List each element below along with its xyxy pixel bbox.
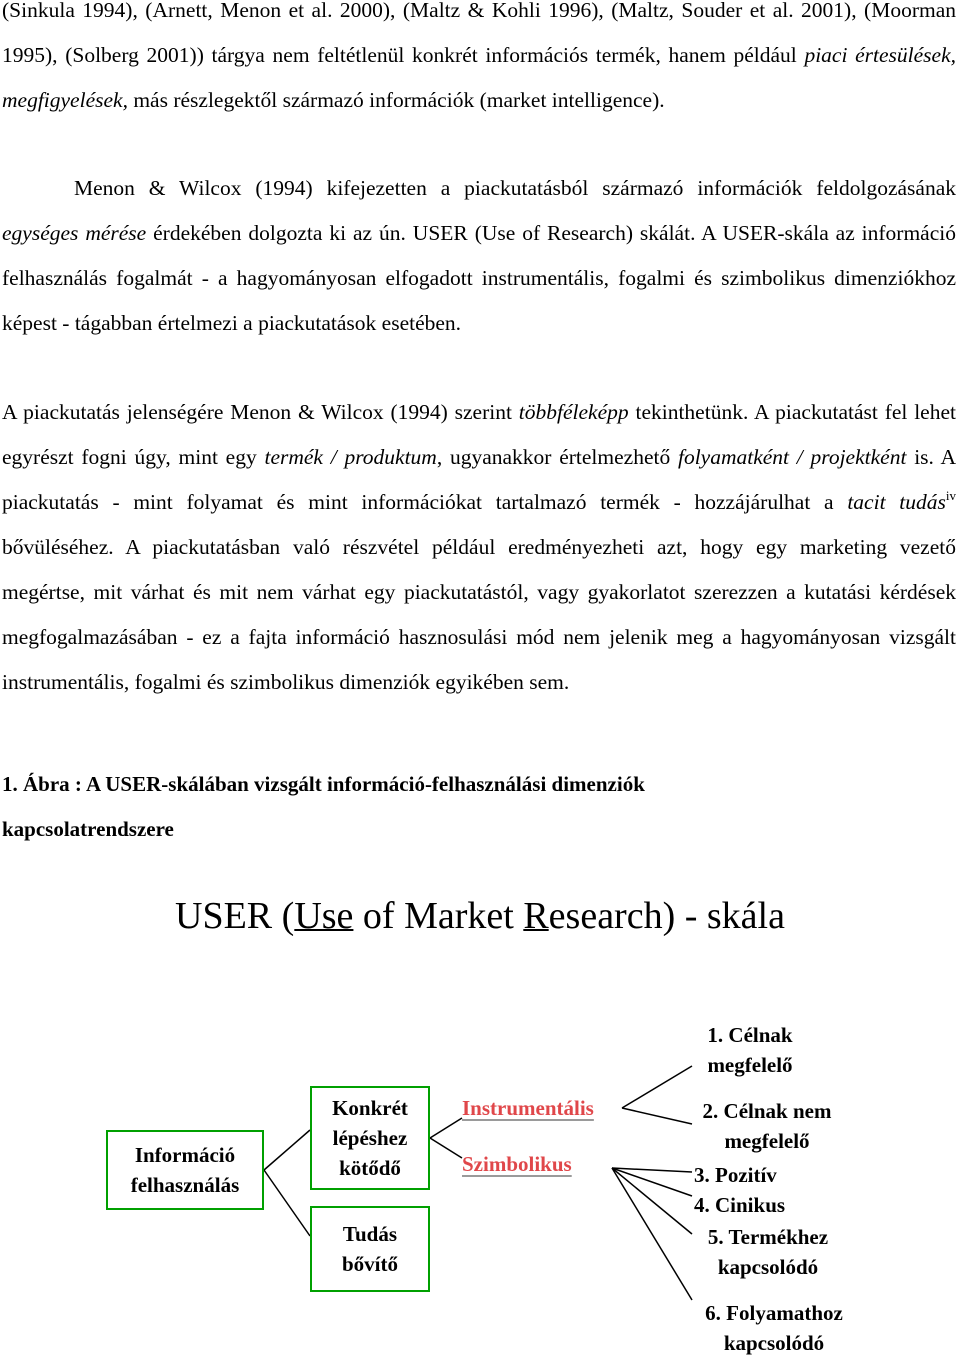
connector-instr-o2 (622, 1108, 692, 1124)
label-instrumental: Instrumentális (462, 1096, 594, 1120)
outcome-3: 3. Pozitív (694, 1163, 777, 1187)
paragraph-3: A piackutatás jelenségére Menon & Wilcox (1994) szerint többféleképp tekinthetünk. A piackutatást fel lehet egyrészt fogni úgy, mint egy termék / produktum, ugyanakkor értelmezhető folyamatként / projektként is. A piackutatás - mint folyamat és mint információkat tartalmazó termék - hozzájárulhat a tacit tudás$^{iv}$ bővüléséhez. A piackutatásban való részvétel például eredményezheti azt, hogy egy marketing vezető megértse, mit várhat és mit nem várhat egy piackutatástól, vagy gyakorlatot szerezzen a kutatási kérdések megfogalmazásában - ez a fajta információ hasznosulási mód nem jelenik meg a hagyományosan vizsgált instrumentális, fogalmi és szimbolikus dimenziók egyikében sem. (2, 400, 957, 694)
paragraph-2: Menon & Wilcox (1994) kifejezetten a piackutatásból származó információk feldolgozásának egységes mérése érdekében dolgozta ki az ún. USER (Use of Research) skálát. A USER-skála az információ felhasználás fogalmát - a hagyományosan elfogadott instrumentális, fogalmi és szimbolikus dimenziókhoz képest - tágabban értelmezi a piackutatások esetében. (2, 176, 956, 335)
connector-symb-o3 (612, 1168, 692, 1172)
connector-root-knowledge (264, 1170, 310, 1236)
outcome-5: 5. Termékhez kapcsolódó (707, 1225, 829, 1279)
connector-concrete-instrumental (430, 1118, 462, 1138)
connector-instr-o1 (622, 1066, 692, 1108)
outcome-1: 1. Célnak megfelelő (707, 1023, 793, 1077)
diagram-title: USER (Use of Market Research) - skála (175, 895, 785, 937)
box-information-use: Információ felhasználás (106, 1130, 264, 1210)
connector-concrete-symbolic (430, 1138, 462, 1158)
figure-caption-line1: 1. Ábra : A USER-skálában vizsgált információ-felhasználási dimenziók (2, 772, 645, 796)
label-symbolic: Szimbolikus (462, 1152, 572, 1176)
figure-caption-line2: kapcsolatrendszere (2, 817, 174, 841)
outcome-6: 6. Folyamathoz kapcsolódó (705, 1301, 843, 1355)
connector-root-concrete (264, 1130, 310, 1170)
connector-symb-o5 (612, 1168, 692, 1234)
box-concrete-step: Konkrét lépéshez kötődő (310, 1086, 430, 1190)
outcome-2: 2. Célnak nem megfelelő (702, 1099, 832, 1153)
connector-symb-o4 (612, 1168, 692, 1196)
outcome-4: 4. Cinikus (694, 1193, 786, 1217)
paragraph-1: (Sinkula 1994), (Arnett, Menon et al. 2000), (Maltz & Kohli 1996), (Maltz, Souder et al. 2001), (Moorman 1995), (Solberg 2001)) tárgya nem feltétlenül konkrét információs termék, hanem például piaci értesülések, megfigyelések, más részlegektől származó információk (market intelligence). (2, 0, 956, 112)
connector-symb-o6 (612, 1168, 692, 1300)
box-knowledge-expanding: Tudás bővítő (310, 1206, 430, 1292)
